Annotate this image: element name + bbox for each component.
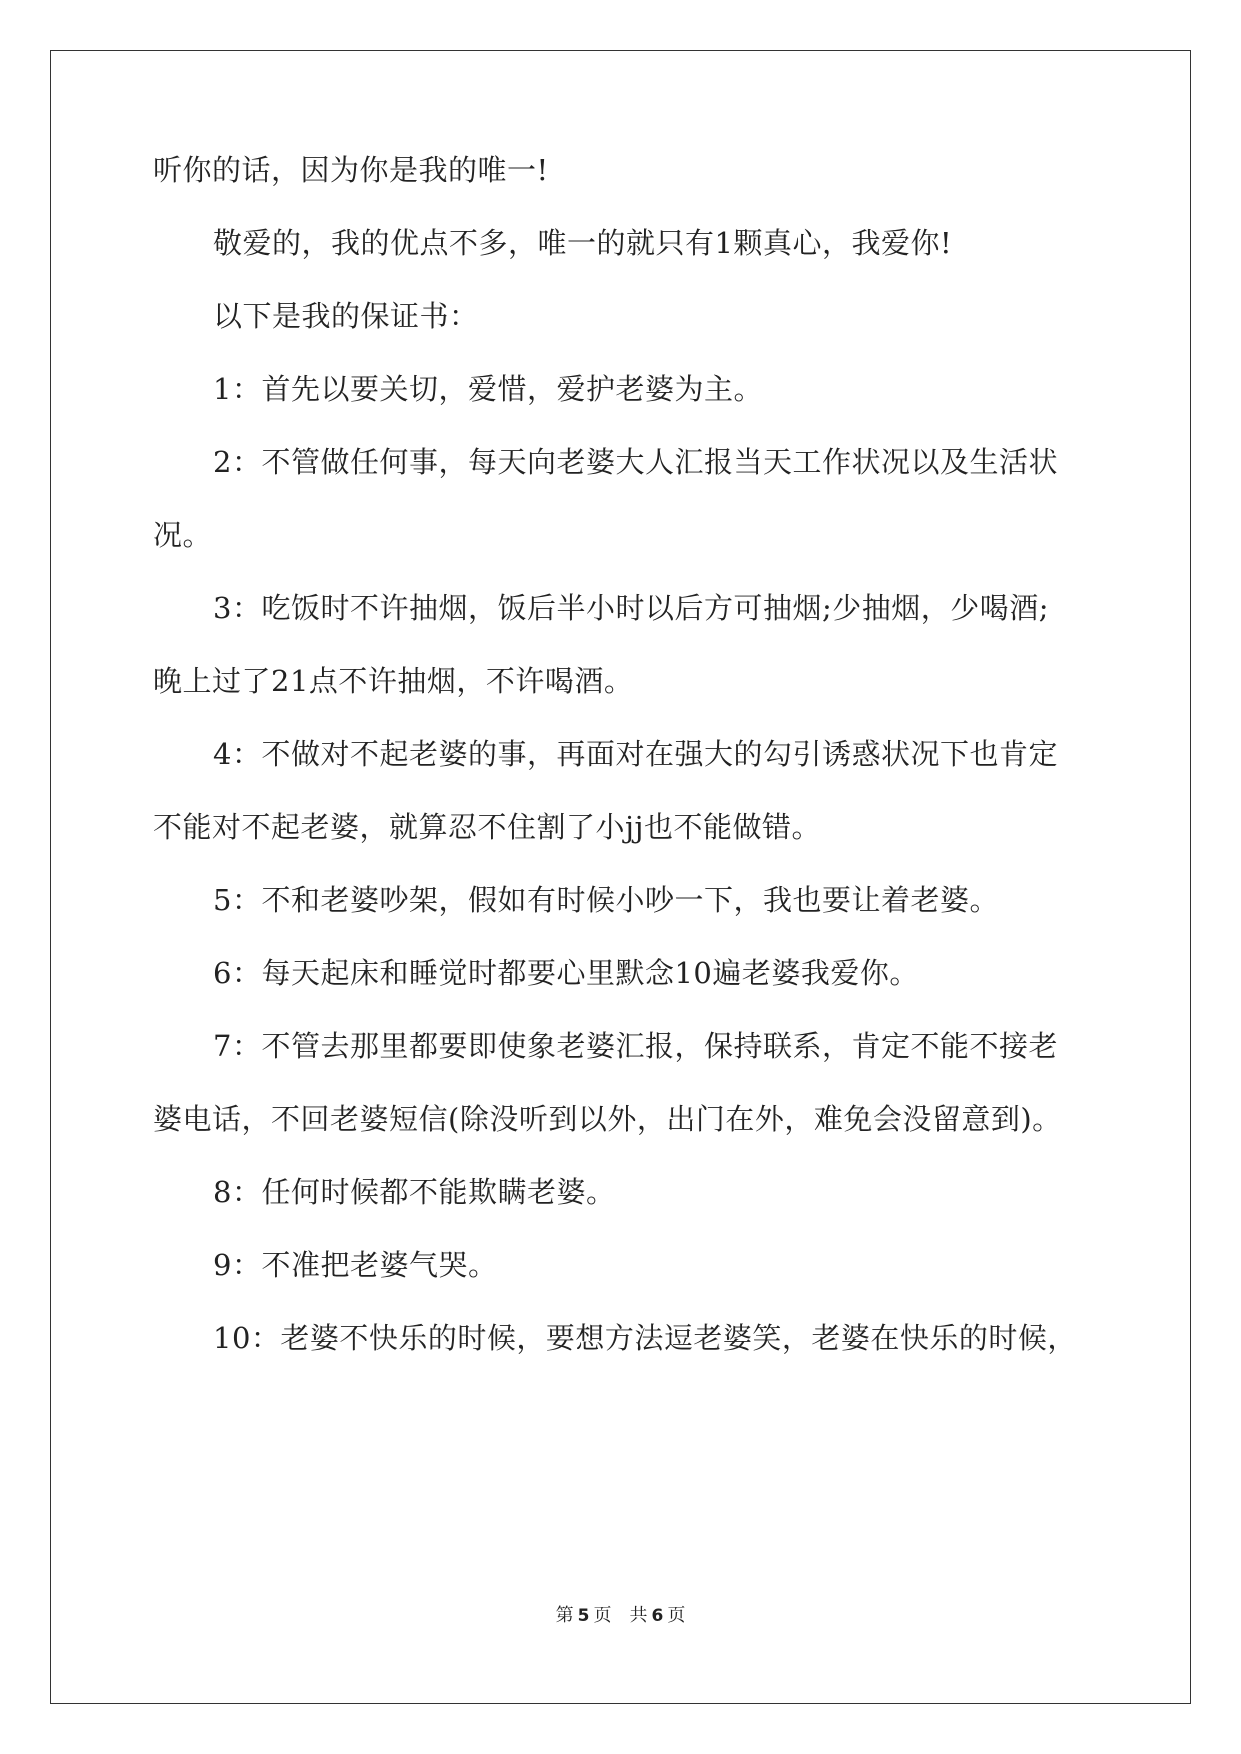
paragraph-line: 婆电话，不回老婆短信(除没听到以外，出门在外，难免会没留意到)。 bbox=[153, 1102, 1062, 1136]
paragraph-line: 不能对不起老婆，就算忍不住割了小jj也不能做错。 bbox=[153, 810, 821, 844]
list-item-3: 3：吃饭时不许抽烟，饭后半小时以后方可抽烟;少抽烟，少喝酒; bbox=[213, 591, 1049, 625]
paragraph-line: 敬爱的，我的优点不多，唯一的就只有1颗真心，我爱你! bbox=[213, 226, 953, 260]
page-footer bbox=[0, 1604, 1241, 1628]
total-page-number: 6 bbox=[651, 1606, 664, 1626]
current-page-number: 5 bbox=[577, 1606, 590, 1626]
total-prefix: 共 bbox=[629, 1605, 648, 1626]
list-item-9: 9：不准把老婆气哭。 bbox=[213, 1248, 498, 1282]
page-word: 页 bbox=[593, 1605, 612, 1626]
total-suffix: 页 bbox=[667, 1605, 686, 1626]
list-item-10: 10：老婆不快乐的时候，要想方法逗老婆笑，老婆在快乐的时候， bbox=[213, 1321, 1077, 1355]
page-prefix: 第 bbox=[555, 1605, 574, 1626]
list-item-8: 8：任何时候都不能欺瞒老婆。 bbox=[213, 1175, 616, 1209]
paragraph-line: 况。 bbox=[153, 518, 213, 552]
list-item-2: 2：不管做任何事，每天向老婆大人汇报当天工作状况以及生活状 bbox=[213, 445, 1058, 479]
paragraph-line: 以下是我的保证书： bbox=[213, 299, 479, 333]
list-item-1: 1：首先以要关切，爱惜，爱护老婆为主。 bbox=[213, 372, 763, 406]
list-item-5: 5：不和老婆吵架，假如有时候小吵一下，我也要让着老婆。 bbox=[213, 883, 999, 917]
list-item-7: 7：不管去那里都要即使象老婆汇报，保持联系，肯定不能不接老 bbox=[213, 1029, 1058, 1063]
list-item-4: 4：不做对不起老婆的事，再面对在强大的勾引诱惑状况下也肯定 bbox=[213, 737, 1058, 771]
list-item-6: 6：每天起床和睡觉时都要心里默念10遍老婆我爱你。 bbox=[213, 956, 919, 990]
paragraph-line: 晚上过了21点不许抽烟，不许喝酒。 bbox=[153, 664, 634, 698]
paragraph-line: 听你的话，因为你是我的唯一! bbox=[153, 153, 549, 187]
